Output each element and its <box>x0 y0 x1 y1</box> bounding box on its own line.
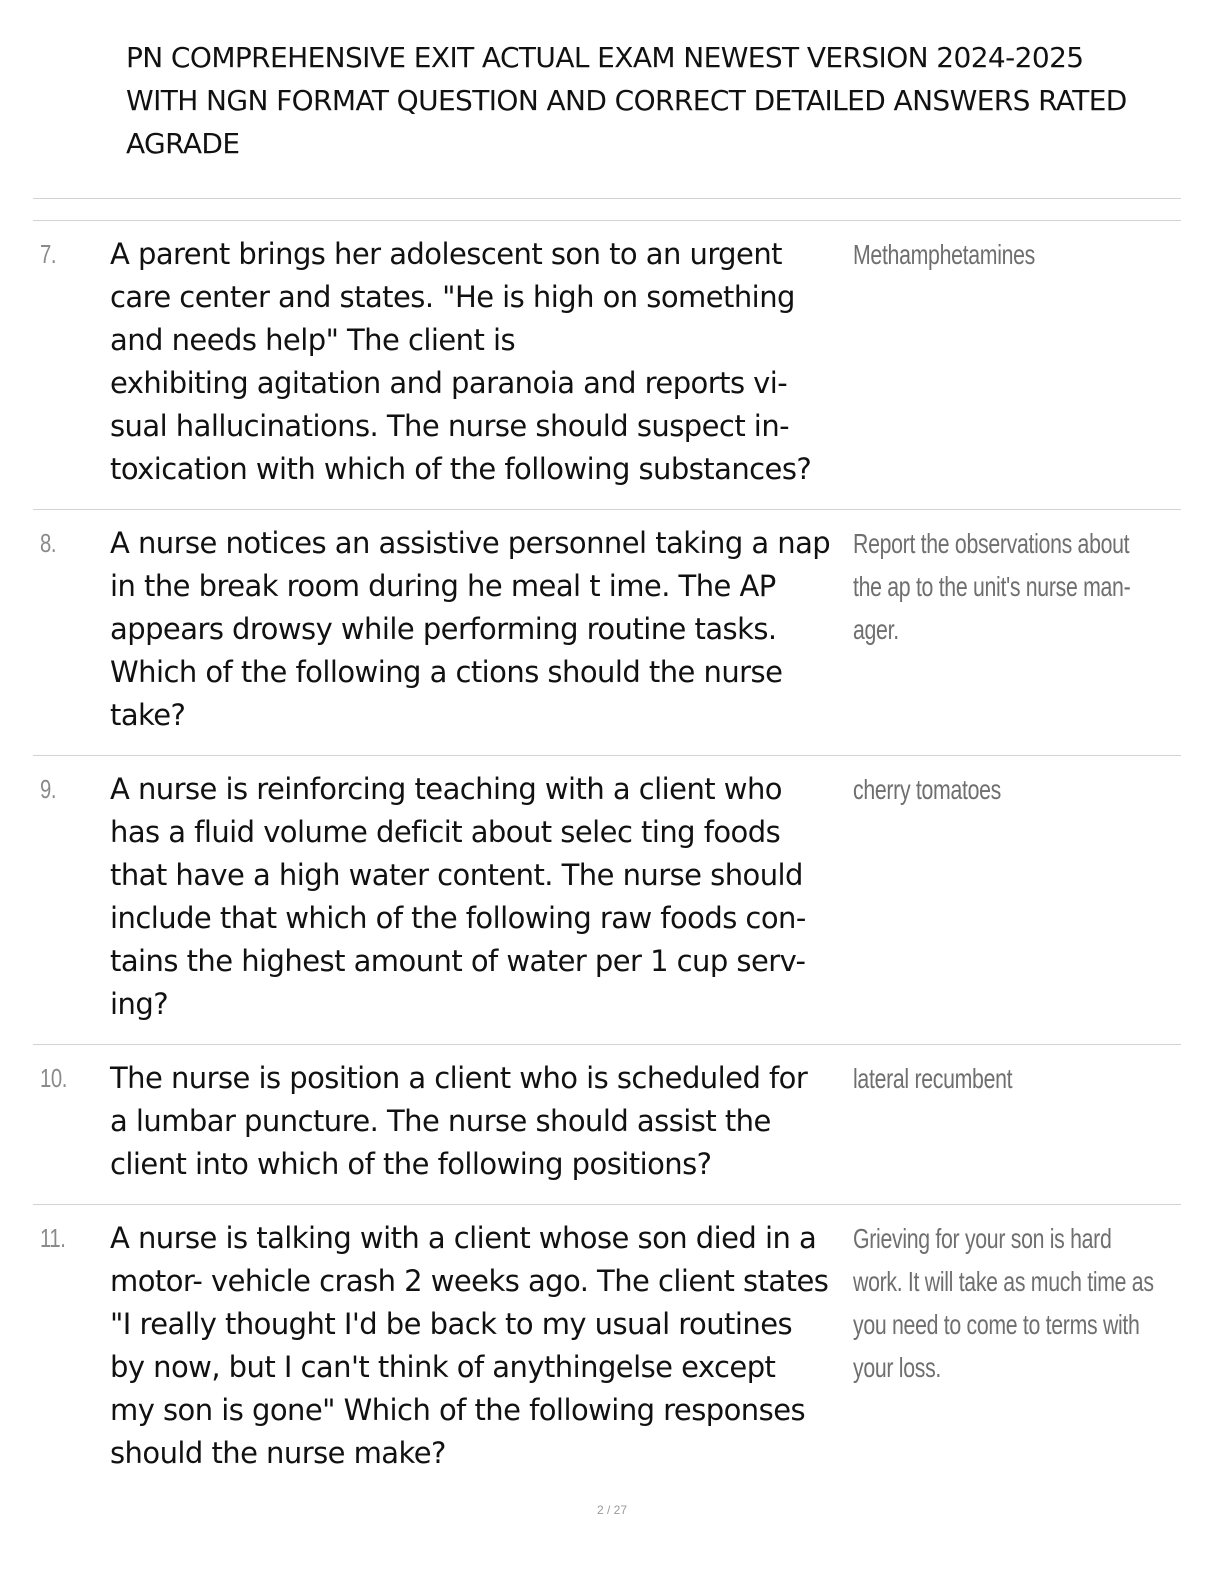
question-text <box>110 233 858 491</box>
answer-line: work. It will take as much time as <box>853 1266 1154 1297</box>
question-line: by now, but I can't think of anythingelse except <box>110 1350 776 1384</box>
question-line: in the break room during he meal t ime. The AP <box>110 569 776 603</box>
divider <box>33 1204 1181 1205</box>
answer-line: lateral recumbent <box>853 1063 1013 1094</box>
answer-text <box>853 233 1111 276</box>
question-line: include that which of the following raw foods con- <box>110 901 806 935</box>
divider <box>33 220 1181 221</box>
question-line: A nurse is talking with a client whose son died in a <box>110 1221 817 1255</box>
page-number: 2 / 27 <box>596 1503 628 1517</box>
question-line: that have a high water content. The nurse should <box>110 858 803 892</box>
question-line: ing? <box>110 987 169 1021</box>
answer-text <box>853 1057 1111 1100</box>
question-line: has a fluid volume deficit about selec ting foods <box>110 815 781 849</box>
question-line: and needs help" The client is <box>110 323 516 357</box>
question-number: 9. <box>40 774 57 804</box>
question-text <box>110 522 858 737</box>
question-number: 11. <box>40 1223 66 1253</box>
answer-line: cherry tomatoes <box>853 774 1002 805</box>
answer-text <box>853 1217 1154 1389</box>
question-text <box>110 1217 858 1475</box>
divider <box>33 198 1181 199</box>
question-number: 10. <box>40 1063 68 1093</box>
question-line: A parent brings her adolescent son to an urgent <box>110 237 782 271</box>
question-number: 7. <box>40 239 57 269</box>
title-line: WITH NGN FORMAT QUESTION AND CORRECT DETAILED ANSWERS RATED <box>126 84 1127 117</box>
question-line: A nurse is reinforcing teaching with a client who <box>110 772 782 806</box>
question-number: 8. <box>40 528 57 558</box>
divider <box>33 755 1181 756</box>
question-line: tains the highest amount of water per 1 cup serv- <box>110 944 806 978</box>
question-line: a lumbar puncture. The nurse should assist the <box>110 1104 771 1138</box>
divider <box>33 509 1181 510</box>
title-line: PN COMPREHENSIVE EXIT ACTUAL EXAM NEWEST VERSION 2024-2025 <box>126 41 1084 74</box>
title-line: AGRADE <box>126 127 240 160</box>
document-title <box>126 36 1224 165</box>
answer-line: Methamphetamines <box>853 239 1036 270</box>
answer-line: you need to come to terms with <box>853 1309 1140 1340</box>
question-text <box>110 768 858 1026</box>
question-line: exhibiting agitation and paranoia and reports vi- <box>110 366 788 400</box>
question-line: motor- vehicle crash 2 weeks ago. The client states <box>110 1264 829 1298</box>
question-line: Which of the following a ctions should the nurse <box>110 655 783 689</box>
question-line: my son is gone" Which of the following responses <box>110 1393 806 1427</box>
question-line: should the nurse make? <box>110 1436 446 1470</box>
answer-line: Grieving for your son is hard <box>853 1223 1112 1254</box>
question-line: sual hallucinations. The nurse should suspect in- <box>110 409 790 443</box>
question-line: appears drowsy while performing routine tasks. <box>110 612 777 646</box>
question-line: client into which of the following positions? <box>110 1147 712 1181</box>
question-line: care center and states. "He is high on something <box>110 280 795 314</box>
answer-line: Report the observations about <box>853 528 1130 559</box>
answer-line: the ap to the unit's nurse man- <box>853 571 1131 602</box>
divider <box>33 1044 1181 1045</box>
answer-text <box>853 522 1131 651</box>
question-line: take? <box>110 698 186 732</box>
question-line: A nurse notices an assistive personnel taking a nap <box>110 526 831 560</box>
answer-text <box>853 768 1111 811</box>
answer-line: your loss. <box>853 1352 942 1383</box>
question-line: "I really thought I'd be back to my usual routines <box>110 1307 793 1341</box>
question-text <box>110 1057 858 1186</box>
answer-line: ager. <box>853 614 899 645</box>
question-line: The nurse is position a client who is scheduled for <box>110 1061 808 1095</box>
question-line: toxication with which of the following substances? <box>110 452 812 486</box>
